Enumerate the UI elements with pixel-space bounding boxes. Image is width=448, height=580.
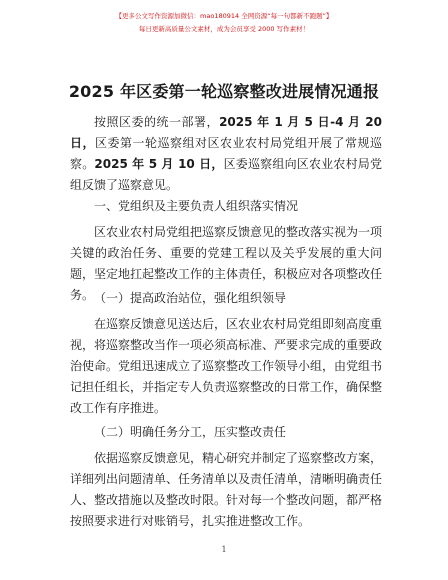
subsection-2-paragraph: 依据巡察反馈意见，精心研究并制定了巡察整改方案，详细列出问题清单、任务清单以及责任清单，清晰明确责任人、整改措施以及整改时限。针对每一个整改问题，都严格按照要求进行对账销号，扎实推进整改工作。 xyxy=(70,451,383,528)
section-1-paragraph: 区农业农村局党组把巡察反馈意见的整改落实视为一项关键的政治任务、重要的党建工程以及关乎发展的重大问题，坚定地扛起整改工作的主体责任，积极应对各项整改任务。 xyxy=(70,225,383,302)
subsection-2-heading: （二）明确任务分工，压实整改责任 xyxy=(94,425,287,439)
intro-text-2: 区委第一轮巡察组对区农业农村局党组开展了常规巡察。 xyxy=(70,136,382,171)
intro-text-1: 按照区委的统一部署， xyxy=(94,115,220,129)
inspection-date-range: 2025 年 1 月 5 日-4 月 20 日， xyxy=(70,115,382,150)
section-1-heading: 一、党组织及主要负责人组织落实情况 xyxy=(94,199,299,213)
page-number: 1 xyxy=(221,545,227,554)
feedback-date: 2025 年 5 月 10 日， xyxy=(94,157,224,171)
subsection-1-heading: （一）提高政治站位，强化组织领导 xyxy=(94,291,287,305)
promo-banner-line-1: 【更多公文写作资源加微信：mao180914 全网资源“每一句都新不跑题”】 xyxy=(115,12,333,20)
promo-banner-line-2: 每日更新高质量公文素材，成为会员享受 2000 写作素材！ xyxy=(138,25,310,33)
document-title: 2025 年区委第一轮巡察整改进展情况通报 xyxy=(68,82,380,101)
intro-text-3: 区委巡察组向区农业农村局党组反馈了巡察意见。 xyxy=(70,157,382,192)
subsection-1-paragraph: 在巡察反馈意见送达后，区农业农村局党组即刻高度重视，将巡察整改当作一项必须高标准、严要求完成的重要政治使命。党组迅速成立了巡察整改工作领导小组，由党组书记担任组长，并指定专人负责巡察整改的日常工作，确保整改工作有序推进。 xyxy=(70,317,383,415)
intro-paragraph xyxy=(70,112,382,196)
